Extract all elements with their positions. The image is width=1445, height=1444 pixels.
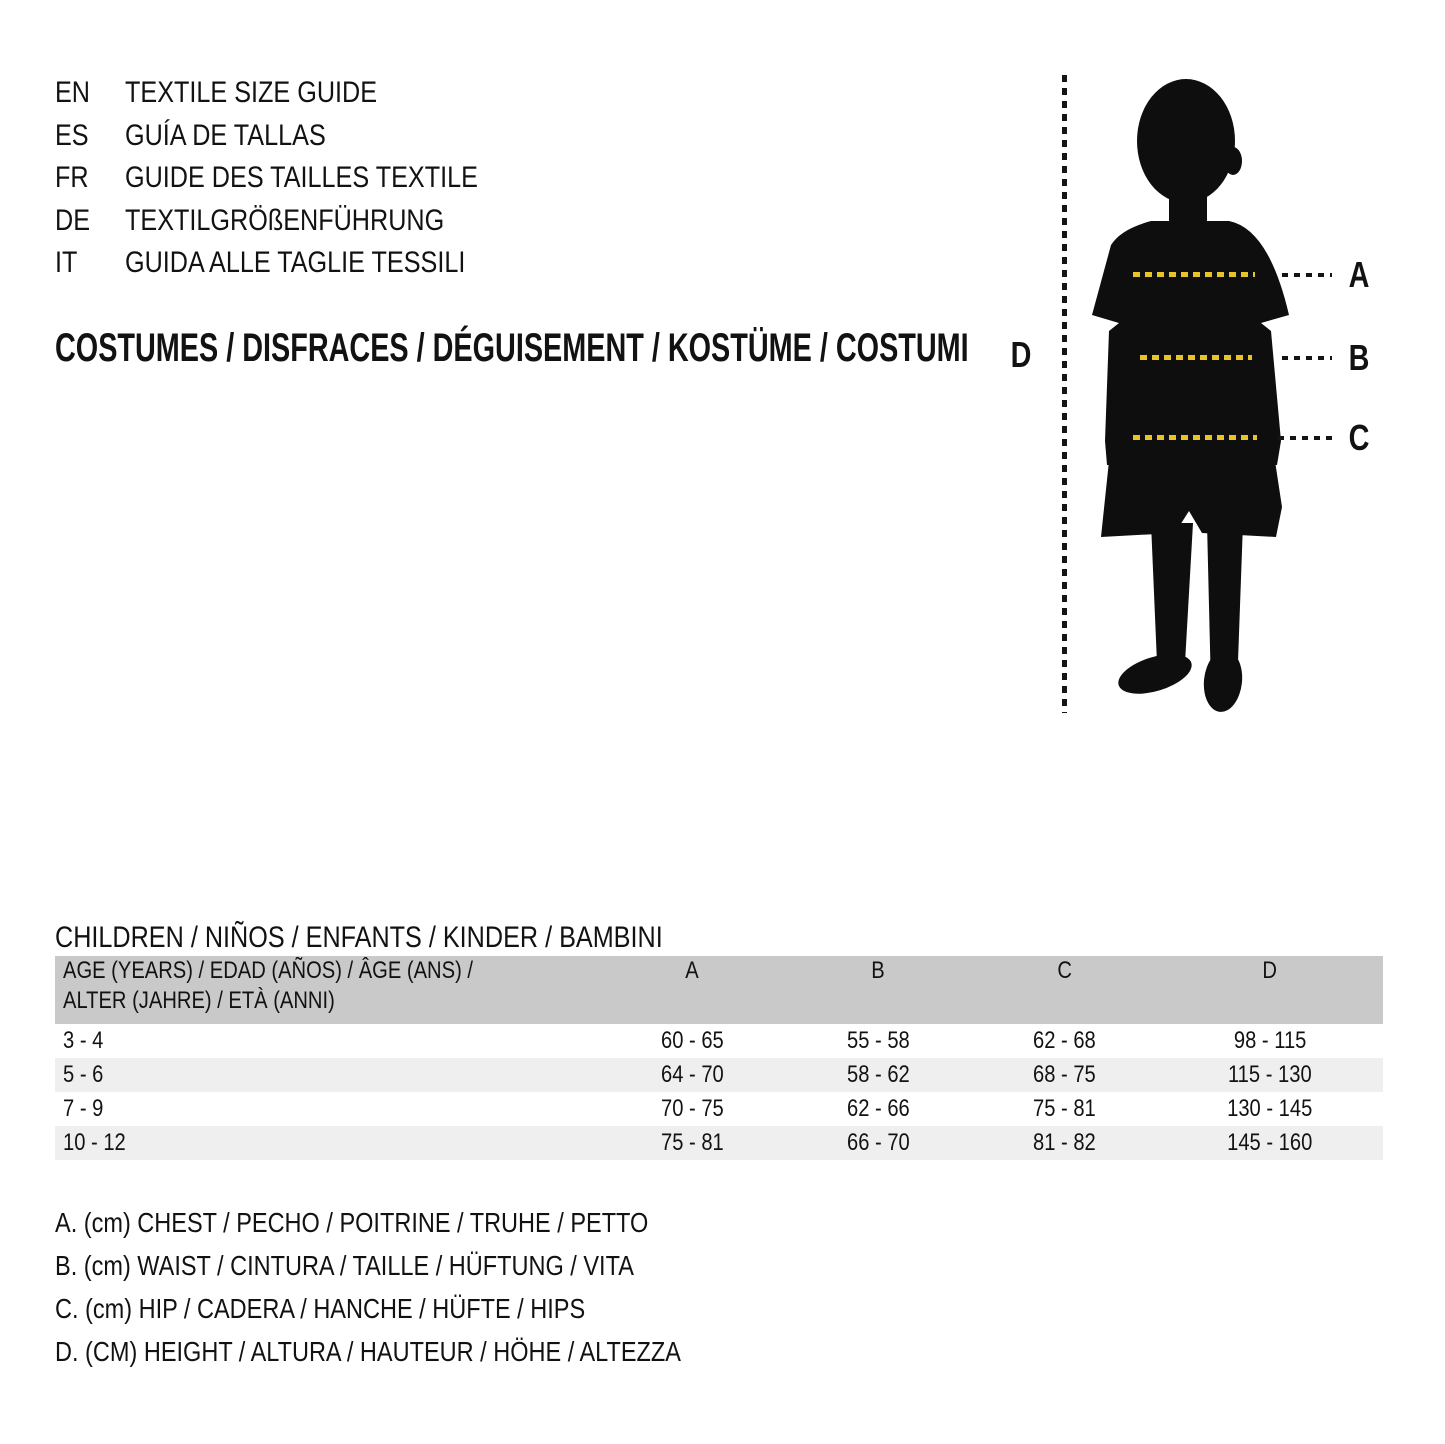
hip-label: C bbox=[1348, 417, 1370, 458]
legend-chest: A. (cm) CHEST / PECHO / POITRINE / TRUHE / PETTO bbox=[55, 1207, 649, 1238]
legend-hip: C. (cm) HIP / CADERA / HANCHE / HÜFTE / HIPS bbox=[55, 1293, 586, 1324]
guide-title: GUÍA DE TALLAS bbox=[125, 118, 326, 152]
waist-cell: 58 - 62 bbox=[846, 1061, 910, 1088]
waist-cell: 62 - 66 bbox=[846, 1095, 910, 1122]
column-header-b: B bbox=[871, 957, 886, 984]
height-dotted-line bbox=[1062, 75, 1067, 713]
hip-cell: 81 - 82 bbox=[1032, 1129, 1096, 1156]
chest-cell: 64 - 70 bbox=[661, 1061, 724, 1088]
hip-cell: 75 - 81 bbox=[1032, 1095, 1096, 1122]
age-cell: 7 - 9 bbox=[63, 1095, 104, 1122]
height-cell: 130 - 145 bbox=[1227, 1095, 1313, 1122]
age-cell: 3 - 4 bbox=[63, 1027, 104, 1054]
column-header-a: A bbox=[685, 957, 700, 984]
legend-height: D. (CM) HEIGHT / ALTURA / HAUTEUR / HÖHE / ALTEZZA bbox=[55, 1336, 681, 1367]
hip-connector-line bbox=[1278, 436, 1332, 440]
table-row bbox=[55, 1092, 1383, 1126]
hip-cell: 62 - 68 bbox=[1032, 1027, 1096, 1054]
column-header-c: C bbox=[1056, 957, 1072, 984]
children-size-section bbox=[55, 920, 1383, 1160]
height-label: D bbox=[1010, 334, 1032, 375]
hip-cell: 68 - 75 bbox=[1032, 1061, 1096, 1088]
height-cell: 115 - 130 bbox=[1228, 1061, 1312, 1088]
language-code: FR bbox=[55, 161, 89, 194]
legend-waist: B. (cm) WAIST / CINTURA / TAILLE / HÜFTUNG / VITA bbox=[55, 1250, 634, 1281]
language-code: DE bbox=[55, 203, 91, 237]
guide-title: GUIDA ALLE TAGLIE TESSILI bbox=[125, 246, 466, 279]
child-silhouette bbox=[1085, 73, 1295, 713]
language-code: IT bbox=[55, 246, 78, 279]
height-cell: 98 - 115 bbox=[1233, 1027, 1307, 1054]
age-cell: 5 - 6 bbox=[63, 1061, 104, 1088]
chest-cell: 60 - 65 bbox=[661, 1027, 724, 1054]
waist-cell: 55 - 58 bbox=[846, 1027, 910, 1054]
table-row bbox=[55, 1058, 1383, 1092]
age-cell: 10 - 12 bbox=[63, 1129, 126, 1156]
chest-cell: 70 - 75 bbox=[661, 1095, 724, 1122]
waist-cell: 66 - 70 bbox=[846, 1129, 910, 1156]
guide-title: TEXTILE SIZE GUIDE bbox=[125, 76, 378, 109]
table-row bbox=[55, 1126, 1383, 1160]
size-table bbox=[55, 956, 1383, 1160]
table-row bbox=[55, 1024, 1383, 1058]
table-header-row bbox=[55, 956, 1383, 1024]
measurement-legend bbox=[55, 1201, 800, 1373]
category-heading: COSTUMES / DISFRACES / DÉGUISEMENT / KOSTÜME / COSTUMI bbox=[55, 326, 969, 370]
language-code: ES bbox=[55, 118, 89, 152]
height-cell: 145 - 160 bbox=[1227, 1129, 1313, 1156]
waist-connector-line bbox=[1282, 356, 1332, 360]
column-header-d: D bbox=[1262, 957, 1278, 984]
chest-connector-line bbox=[1282, 273, 1332, 277]
chest-label: A bbox=[1348, 254, 1370, 295]
guide-title: TEXTILGRÖßENFÜHRUNG bbox=[125, 203, 445, 237]
section-heading: CHILDREN / NIÑOS / ENFANTS / KINDER / BAMBINI bbox=[55, 921, 663, 954]
chest-cell: 75 - 81 bbox=[661, 1129, 724, 1156]
hip-measure-line bbox=[1133, 435, 1257, 440]
chest-measure-line bbox=[1133, 272, 1255, 277]
guide-title: GUIDE DES TAILLES TEXTILE bbox=[125, 161, 478, 194]
age-column-header: AGE (YEARS) / EDAD (AÑOS) / ÂGE (ANS) / ALTER (JAHRE) / ETÀ (ANNI) bbox=[63, 957, 473, 1014]
waist-measure-line bbox=[1140, 355, 1252, 360]
waist-label: B bbox=[1348, 337, 1370, 378]
language-code: EN bbox=[55, 76, 91, 109]
